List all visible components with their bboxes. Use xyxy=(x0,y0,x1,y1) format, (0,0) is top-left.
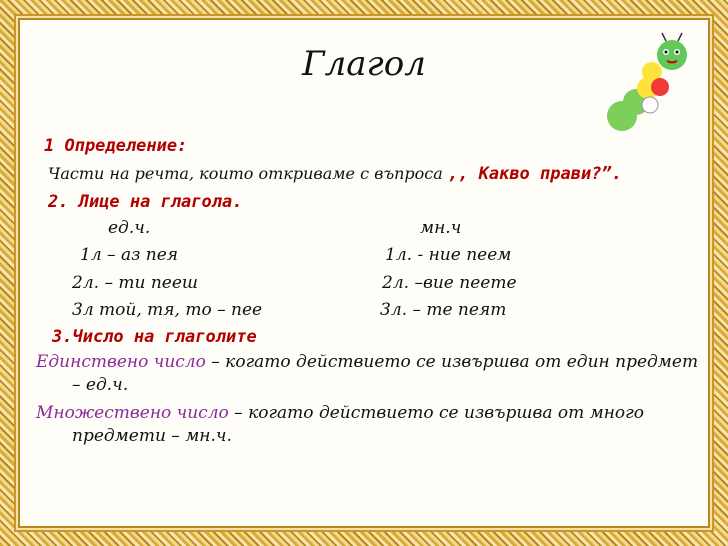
plural-abbrev: предмети – мн.ч. xyxy=(72,426,232,446)
singular-term: Единствено число xyxy=(36,352,206,372)
singular-label: ед.ч. xyxy=(108,218,151,238)
definition-text: Части на речта, които откриваме с въпроса xyxy=(48,164,443,183)
singular-desc: – когато действието се извършва от един предмет xyxy=(205,352,699,372)
row-2-singular: 2л. – ти пееш xyxy=(72,273,198,293)
row-1-singular: 1л – аз пея xyxy=(80,245,179,265)
row-3-singular: 3л той, тя, то – пее xyxy=(72,300,263,320)
singular-abbrev: – ед.ч. xyxy=(72,375,129,395)
plural-definition xyxy=(36,403,644,423)
row-2-plural: 2л. –вие пеете xyxy=(382,273,517,293)
definition-line xyxy=(48,164,622,184)
row-3-plural: 3л. – те пеят xyxy=(380,300,507,320)
row-1-plural: 1л. - ние пеем xyxy=(385,245,512,265)
plural-desc: – когато действието се извършва от много xyxy=(228,403,644,423)
definition-question: ,, Какво прави?”. xyxy=(447,164,622,184)
number-heading: 3.Число на глаголите xyxy=(52,327,257,347)
person-heading: 2. Лице на глагола. xyxy=(48,192,243,212)
singular-definition xyxy=(36,352,698,372)
definition-heading: 1 Определение: xyxy=(44,136,188,156)
plural-label: мн.ч xyxy=(420,218,462,238)
page-title: Глагол xyxy=(302,44,426,84)
plural-term: Множествено число xyxy=(36,403,229,423)
